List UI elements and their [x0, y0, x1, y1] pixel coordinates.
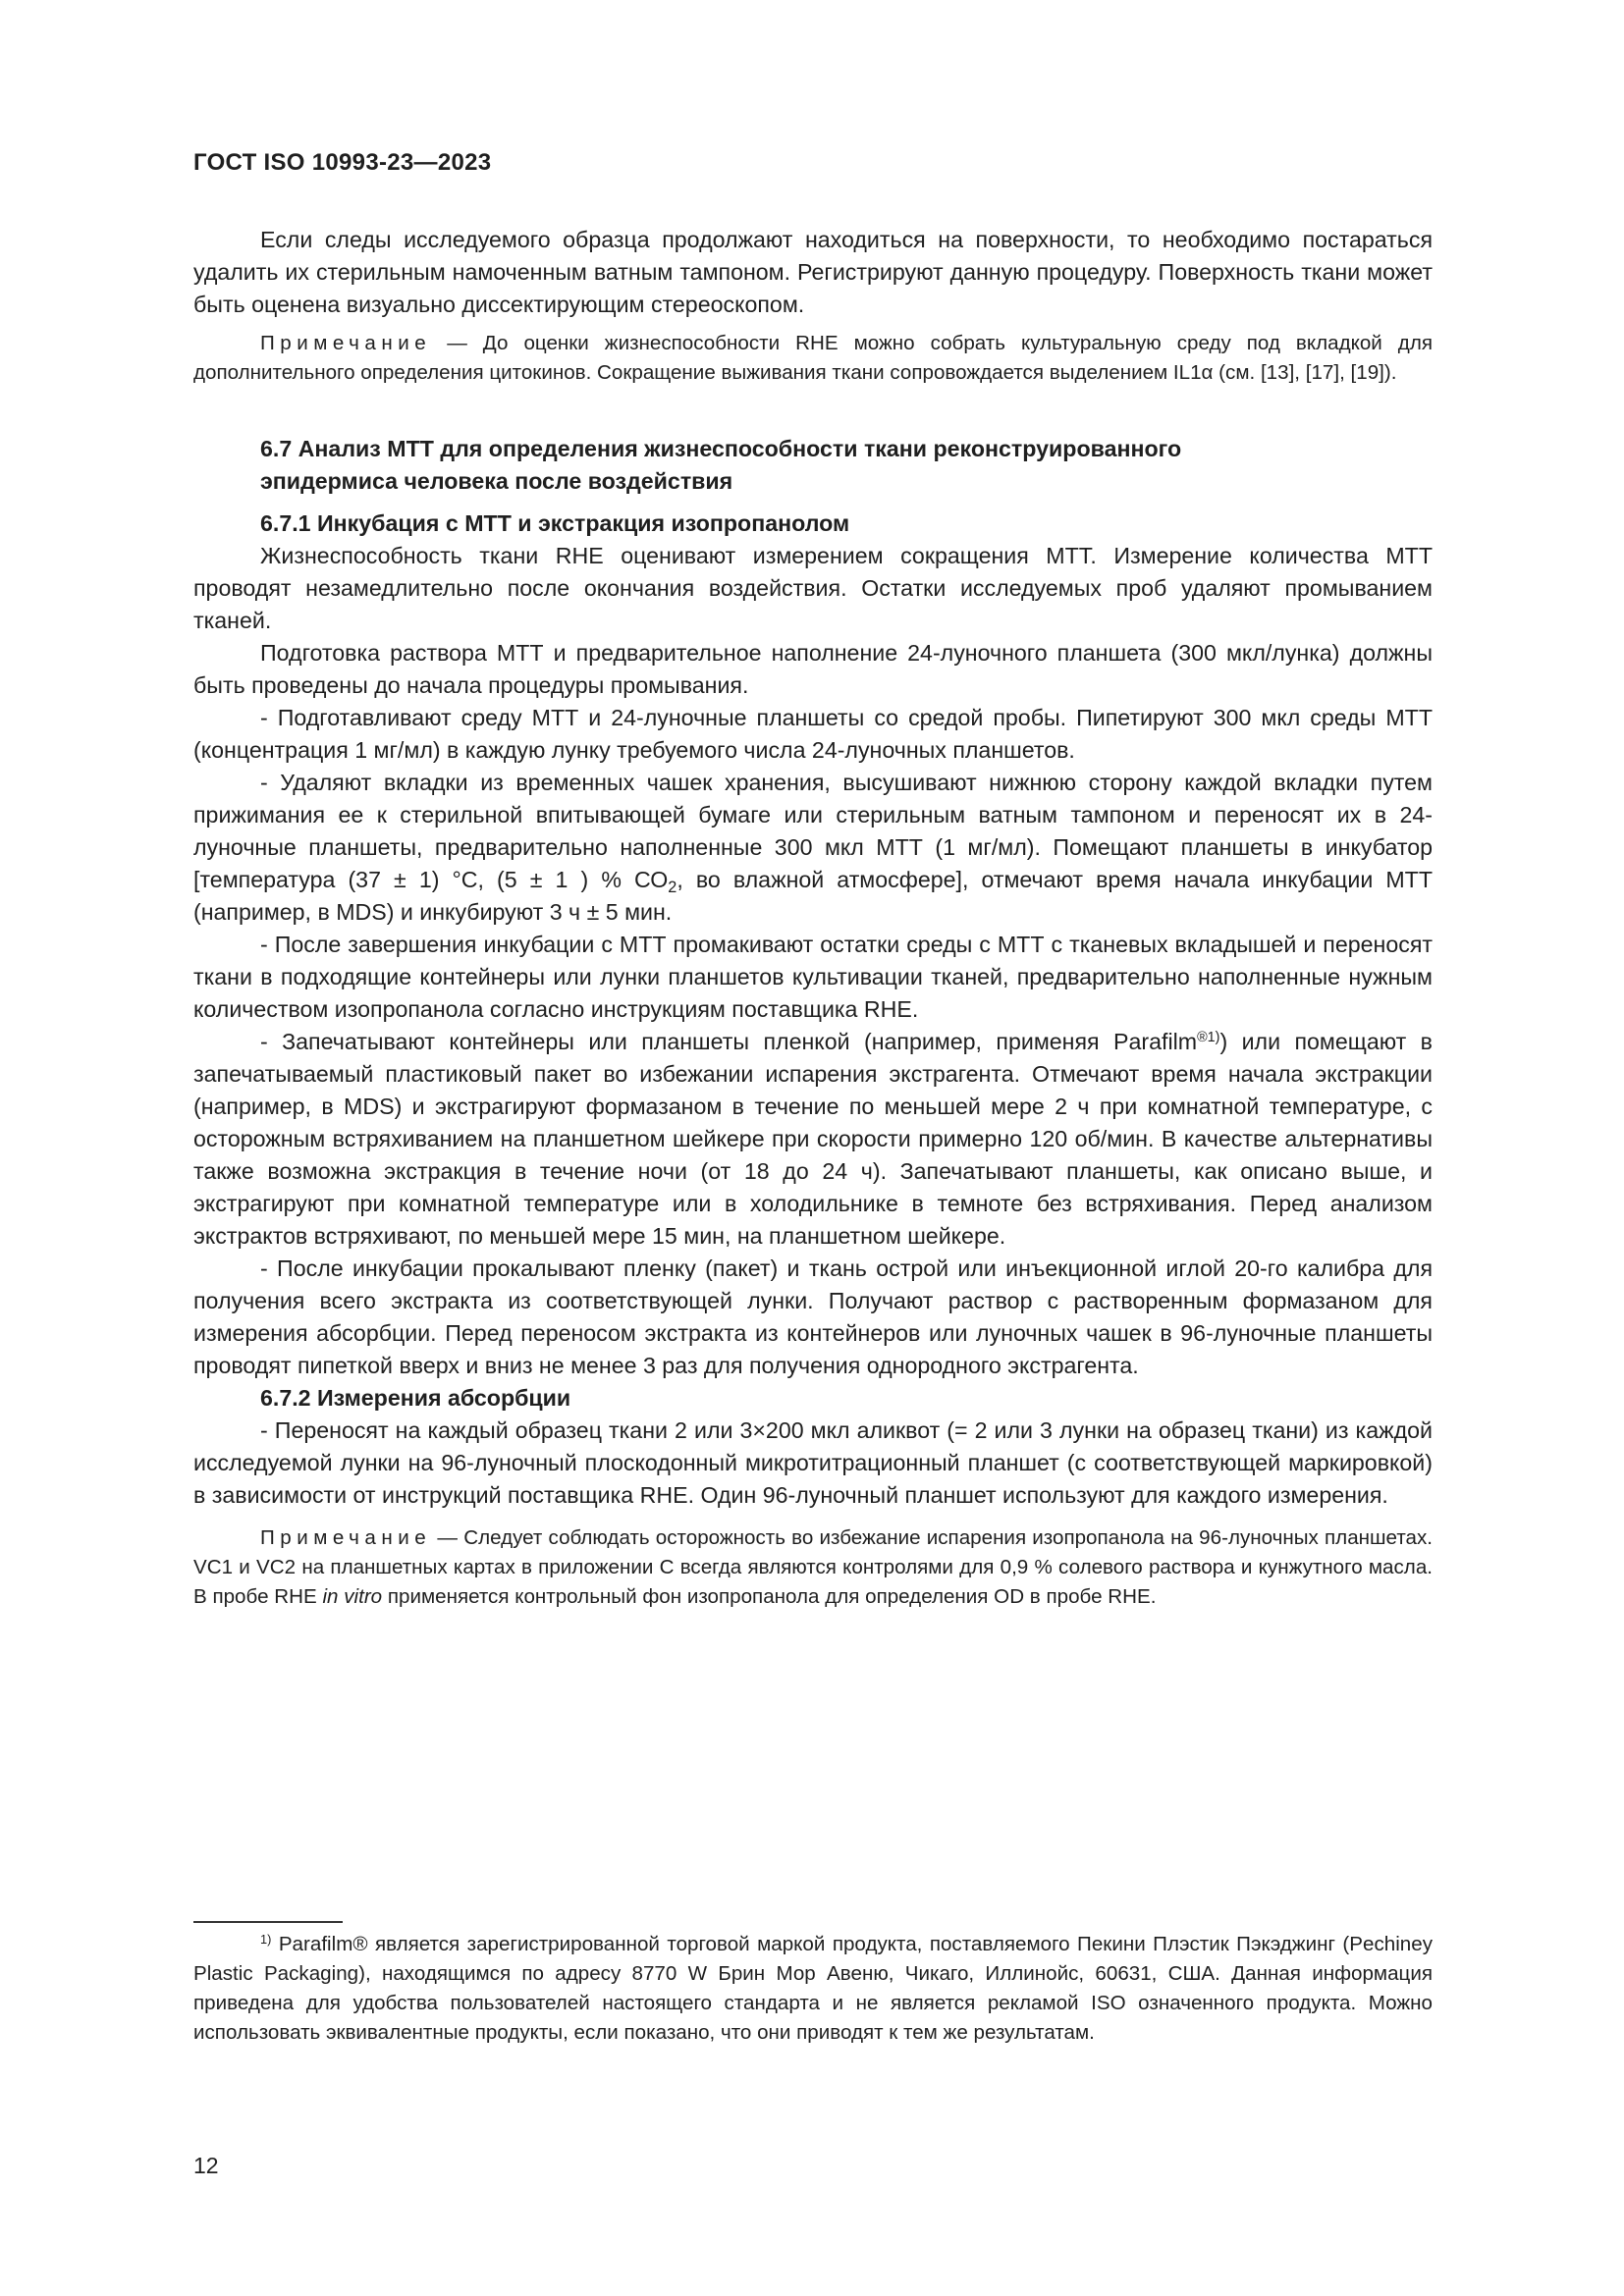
footnote-text: Parafilm® является зарегистрированной торговой маркой продукта, поставляемого Пекини Плэстик Пэкэджинг (Pechiney Plastic Packaging), находящимся по адресу 8770 W Брин Мор Авеню, Чикаго, Иллинойс, 60631, США. Данная информация приведена для удобства пользователей настоящего стандарта и не является рекламой ISO означенного продукта. Можно использовать эквивалентные продукты, если показано, что они приводят к тем же результатам. — [193, 1933, 1433, 2044]
document-body — [193, 224, 1433, 1612]
document-header: ГОСТ ISO 10993-23—2023 — [193, 149, 492, 176]
text-run: ) или помещают в запечатываемый пластиковый пакет во избежании испарения экстрагента. Отмечают время начала экстракции (например, в MDS) и экстрагируют формазаном в течение по меньшей мере 2 ч при комнатной температуре, с осторожным встряхиванием на планшетном шейкере при скорости примерно 120 об/мин. В качестве альтернативы также возможна экстракция в течение ночи (от 18 до 24 ч). Запечатывают планшеты, как описано выше, и экстрагируют при комнатной температуре или в холодильнике в темноте без встряхивания. Перед анализом экстрактов встряхивают, по меньшей мере 15 мин, на планшетном шейкере. — [193, 1029, 1433, 1249]
list-item: - После инкубации прокалывают пленку (пакет) и ткань острой или инъекционной иглой 20-го калибра для получения всего экстракта из соответствующей лунки. Получают раствор с растворенным формазаном для измерения абсорбции. Перед переносом экстракта из контейнеров или луночных чашек в 96-луночные планшеты проводят пипеткой вверх и вниз не менее 3 раз для получения однородного экстрагента. — [193, 1255, 1433, 1378]
note-absorption — [193, 1523, 1433, 1612]
paragraph: Подготовка раствора МТТ и предварительное наполнение 24-луночного планшета (300 мкл/лунка) должны быть проведены до начала процедуры промывания. — [193, 640, 1433, 698]
note-text: применяется контрольный фон изопропанола для определения OD в пробе RHE. — [382, 1585, 1157, 1608]
note-label: Примечание — [260, 1526, 432, 1549]
footnote-reference: ®1) — [1197, 1030, 1220, 1046]
list-item — [193, 1026, 1433, 1253]
section-6-7-heading-line2: эпидермиса человека после воздействия — [260, 468, 733, 494]
list-item: - Подготавливают среду МТТ и 24-луночные планшеты со средой пробы. Пипетируют 300 мкл среды МТТ (концентрация 1 мг/мл) в каждую лунку требуемого числа 24-луночных планшетов. — [193, 705, 1433, 763]
note-label: Примечание — [260, 332, 432, 354]
page-number: 12 — [193, 2153, 219, 2178]
note-intro — [193, 329, 1433, 388]
subscript: 2 — [668, 878, 677, 896]
section-6-7-heading — [193, 433, 1433, 498]
footnote-divider — [193, 1921, 343, 1923]
list-item: - После завершения инкубации с МТТ промакивают остатки среды с МТТ с тканевых вкладышей и переносят ткани в подходящие контейнеры или лунки планшетов культивации тканей, предварительно наполненные нужным количеством изопропанола согласно инструкциям поставщика RHE. — [193, 932, 1433, 1022]
text-run: - Запечатывают контейнеры или планшеты пленкой (например, применяя Parafilm — [260, 1029, 1198, 1054]
list-item: - Переносят на каждый образец ткани 2 или 3×200 мкл аликвот (= 2 или 3 лунки на образец ткани) из каждой исследуемой лунки на 96-луночный плоскодонный микротитрационный планшет (с соответствующей маркировкой) в зависимости от инструкций поставщика RHE. Один 96-луночный планшет используют для каждого измерения. — [193, 1417, 1433, 1508]
section-6-7-1-heading: 6.7.1 Инкубация с МТТ и экстракция изопропанолом — [260, 510, 850, 536]
text-run: - Удаляют вкладки из временных чашек хранения, высушивают нижнюю сторону каждой вкладки путем прижимания ее к стерильной впитывающей бумаге или стерильным ватным тампоном и переносят их в 24-луночные планшеты, предварительно наполненные 300 мкл МТТ (1 мг/мл). Помещают планшеты в инкубатор [температура (37 ± 1) °С, (5 ± 1 ) % СО — [193, 770, 1433, 892]
list-item — [193, 767, 1433, 929]
note-text: — До оценки жизнеспособности RHE можно собрать культуральную среду под вкладкой для дополнительного определения цитокинов. Сокращение выживания ткани сопровождается выделением IL1α (см. [13], [17], [19]). — [193, 332, 1433, 384]
note-text: — Следует соблюдать осторожность во избежание испарения изопропанола на 96-луночных планшетах. VC1 и VC2 на планшетных картах в приложении С всегда являются контролями для 0,9 % солевого раствора и кунжутного масла. В пробе RHE — [193, 1526, 1433, 1608]
intro-paragraph: Если следы исследуемого образца продолжают находиться на поверхности, то необходимо постараться удалить их стерильным намоченным ватным тампоном. Регистрируют данную процедуру. Поверхность ткани может быть оценена визуально диссектирующим стереоскопом. — [193, 227, 1433, 317]
footnote — [193, 1930, 1433, 2048]
section-6-7-heading-line1: 6.7 Анализ МТТ для определения жизнеспособности ткани реконструированного — [260, 436, 1182, 461]
italic-text: in vitro — [322, 1585, 383, 1608]
text-run: , во влажной атмосфере], отмечают время начала инкубации МТТ (например, в MDS) и инкубируют 3 ч ± 5 мин. — [193, 867, 1433, 925]
paragraph: Жизнеспособность ткани RHE оценивают измерением сокращения МТТ. Измерение количества МТТ проводят незамедлительно после окончания воздействия. Остатки исследуемых проб удаляют промыванием тканей. — [193, 543, 1433, 633]
footnote-marker: 1) — [260, 1931, 272, 1947]
section-6-7-2-heading: 6.7.2 Измерения абсорбции — [260, 1385, 571, 1411]
